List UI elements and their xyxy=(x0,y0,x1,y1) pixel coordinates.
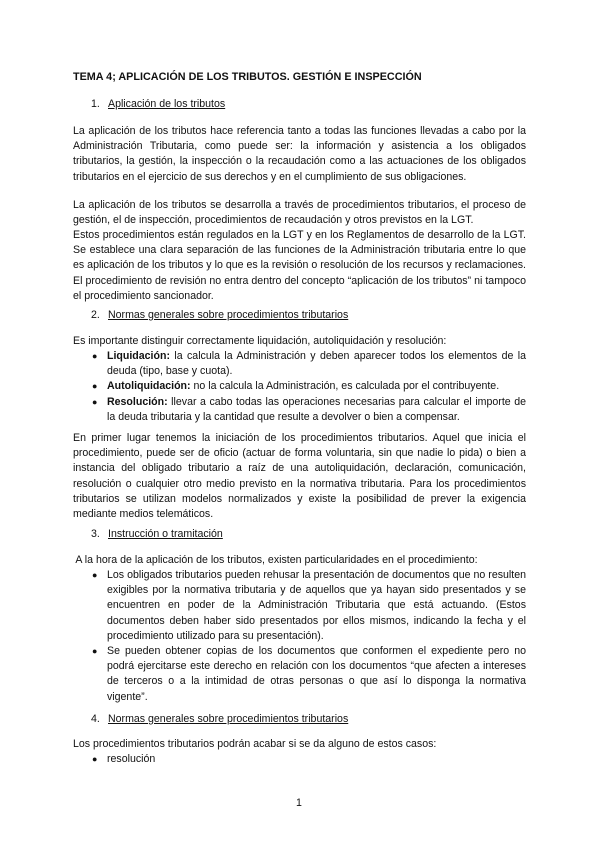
paragraph: La aplicación de los tributos se desarrolla a través de procedimientos tributarios, el proceso de gestión, el de inspección, procedimientos de recaudación y otros previstos en la LGT. xyxy=(73,199,526,227)
section-3-heading xyxy=(91,528,223,540)
section-title: Normas generales sobre procedimientos tributarios xyxy=(108,309,349,321)
list-item-text: no la calcula la Administración, es calculada por el contribuyente. xyxy=(190,380,500,393)
list-item xyxy=(92,752,526,767)
list-item-text: llevar a cabo todas las operaciones necesarias para calcular el importe de la deuda tributaria y la cantidad que resulte a devolver o bien a compensar. xyxy=(107,395,526,423)
list-item-text: Se pueden obtener copias de los documentos que conformen el expediente pero no podrá ejercitarse este derecho en relación con los documentos “que afecten a intereses de terceros o a la intimidad de otras personas o que así lo disponga la normativa vigente”. xyxy=(107,645,526,703)
paragraph: Los procedimientos tributarios podrán acabar si se da alguno de estos casos: xyxy=(73,738,437,750)
bullet-icon: ● xyxy=(92,381,98,392)
section-number: 3. xyxy=(91,528,100,540)
list-item-term: Resolución: xyxy=(107,395,168,408)
paragraph: A la hora de la aplicación de los tributos, existen particularidades en el procedimiento: xyxy=(73,554,478,566)
paragraph: Estos procedimientos están regulados en la LGT y en los Reglamentos de desarrollo de la LGT. Se establece una clara separación de las funciones de la Administración tributaria entre lo que es aplicación de los tributos y lo que es la revisión o resolución de los recursos y reclamaciones. El procedimiento de revisión no entra dentro del concepto “aplicación de los tributos” ni tampoco el procedimiento sancionador. xyxy=(73,229,526,302)
paragraph: En primer lugar tenemos la iniciación de los procedimientos tributarios. Aquel que inicia el procedimiento, puede ser de oficio (actuar de forma voluntaria, sin que nadie lo pida) o bien a instancia del obligado tributario a raíz de una autoliquidación, declaración, comunicación, resolución o cualquier otro medio previsto en la normativa tributaria. Para los procedimientos tributarios se utilizan modelos normalizados y existe la posibilidad de prever la exigencia mediante medios telemáticos. xyxy=(73,432,526,521)
section-number: 1. xyxy=(91,98,100,110)
list-item-term: Liquidación: xyxy=(107,350,170,362)
section-1-heading xyxy=(91,98,225,110)
bullet-list xyxy=(92,349,526,425)
list-item-text: la calcula la Administración y deben aparecer todos los elementos de la deuda (tipo, base y cuota). xyxy=(107,350,526,378)
document-title: TEMA 4; APLICACIÓN DE LOS TRIBUTOS. GESTIÓN E INSPECCIÓN xyxy=(73,71,422,83)
section-title: Aplicación de los tributos xyxy=(108,98,226,110)
section-title: Instrucción o tramitación xyxy=(108,528,223,540)
section-number: 4. xyxy=(91,713,100,725)
bullet-icon: ● xyxy=(92,351,98,361)
list-item xyxy=(92,568,526,644)
bullet-list xyxy=(92,568,526,705)
list-item-term: Autoliquidación: xyxy=(107,380,191,393)
list-item xyxy=(92,349,526,379)
bullet-icon: ● xyxy=(92,754,98,764)
bullet-icon: ● xyxy=(92,646,98,657)
section-number: 2. xyxy=(91,309,100,321)
paragraph: Es importante distinguir correctamente liquidación, autoliquidación y resolución: xyxy=(73,335,447,347)
bullet-icon: ● xyxy=(92,570,98,580)
list-item-text: Los obligados tributarios pueden rehusar la presentación de documentos que no resulten exigibles por la normativa tributaria y de aquellos que ya hayan sido presentados y se encuentren en poder de la Administración Tributaria que está actuando. (Estos documentos deben haber sido presentados por ellos mismos, indicando la fecha y el procedimiento utilizado para su presentación). xyxy=(107,569,526,642)
page-number: 1 xyxy=(296,797,302,809)
bullet-icon: ● xyxy=(92,396,98,407)
list-item xyxy=(92,379,526,394)
list-item-text: resolución xyxy=(107,753,156,765)
section-2-heading xyxy=(91,309,348,321)
section-title: Normas generales sobre procedimientos tributarios xyxy=(108,713,349,725)
list-item xyxy=(92,395,526,425)
bullet-list xyxy=(92,752,526,767)
section-4-heading xyxy=(91,713,348,725)
paragraph: La aplicación de los tributos hace referencia tanto a todas las funciones llevadas a cabo por la Administración Tributaria, como puede ser: la información y asistencia a los obligados tributarios, la gestión, la inspección o la recaudación como a las actuaciones de los obligados tributarios en el ejercicio de sus derechos y en el cumplimiento de sus obligaciones. xyxy=(73,125,526,183)
list-item xyxy=(92,644,526,705)
